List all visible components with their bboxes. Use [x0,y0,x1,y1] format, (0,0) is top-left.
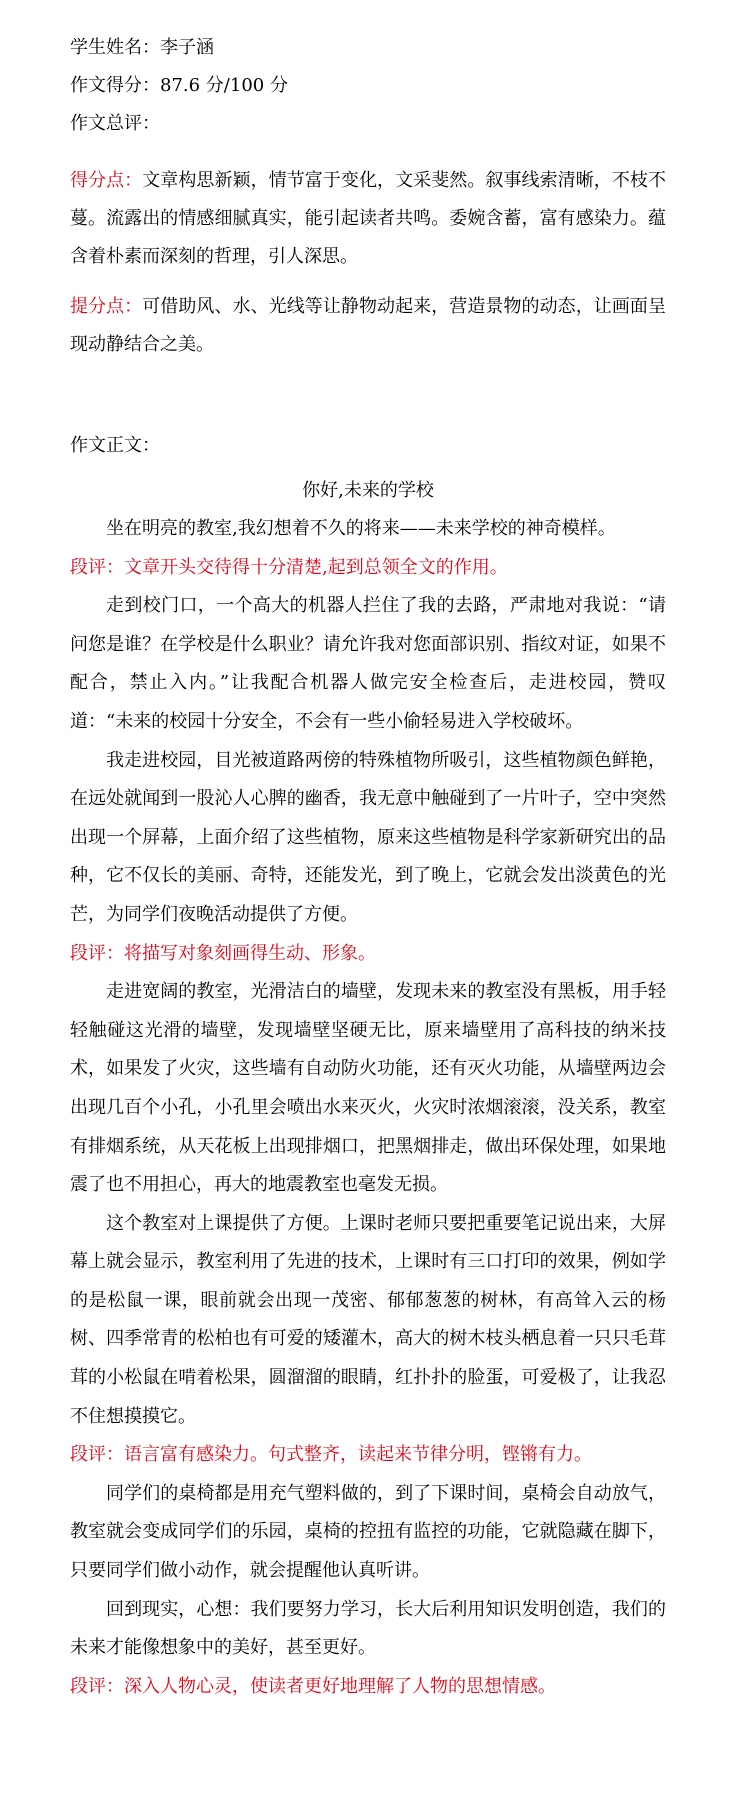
paragraph-review [70,1436,666,1475]
essay-paragraph: 我走进校园，目光被道路两傍的特殊植物所吸引，这些植物颜色鲜艳，在远处就闻到一股沁人心脾的幽香，我无意中触碰到了一片叶子，空中突然出现一个屏幕，上面介绍了这些植物，原来这些植物是科学家新研究出的品种，它不仅长的美丽、奇特，还能发光，到了晚上，它就会发出淡黄色的光芒，为同学们夜晚活动提供了方便。 [70,749,666,925]
paragraph-review-text: 深入人物心灵，使读者更好地理解了人物的思想情感。 [124,1675,556,1697]
paragraph-review [70,935,666,974]
essay-paragraph: 这个教室对上课提供了方便。上课时老师只要把重要笔记说出来，大屏幕上就会显示，教室利用了先进的技术，上课时有三口打印的效果，例如学的是松鼠一课，眼前就会出现一茂密、郁郁葱葱的树林，有高耸入云的杨树、四季常青的松柏也有可爱的矮灌木，高大的树木枝头栖息着一只只毛茸茸的小松鼠在啃着松果，圆溜溜的眼睛，红扑扑的脸蛋，可爱极了，让我忍不住想摸摸它。 [70,1212,666,1427]
paragraph-review-text: 文章开头交待得十分清楚,起到总领全文的作用。 [124,556,508,578]
score-label: 作文得分： [70,75,160,96]
essay-title: 你好,未来的学校 [302,480,434,501]
essay-paragraph: 坐在明亮的教室,我幻想着不久的将来——未来学校的神奇模样。 [106,518,616,539]
student-name-line [70,36,666,60]
paragraph-review-label: 段评： [70,1675,124,1697]
strengths-text: 文章构思新颖，情节富于变化，文采斐然。叙事线索清晰，不枝不蔓。流露出的情感细腻真实，能引起读者共鸣。委婉含蓄，富有感染力。蕴含着朴素而深刻的哲理，引人深思。 [70,170,666,267]
score-line [70,74,666,98]
student-name-value: 李子涵 [160,37,214,58]
body-heading: 作文正文： [70,435,160,456]
paragraph-review-label: 段评： [70,556,124,578]
essay-paragraph: 回到现实，心想：我们要努力学习，长大后利用知识发明创造，我们的未来才能像想象中的美好，甚至更好。 [70,1598,666,1659]
essay-paragraph: 走进宽阔的教室，光滑洁白的墙壁，发现未来的教室没有黑板，用手轻轻触碰这光滑的墙壁，发现墙壁坚硬无比，原来墙壁用了高科技的纳米技术，如果发了火灾，这些墙有自动防火功能，还有灭火功能，从墙壁两边会出现几百个小孔，小孔里会喷出水来灭火，火灾时浓烟滚滚，没关系，教室有排烟系统，从天花板上出现排烟口，把黑烟排走，做出环保处理，如果地震了也不用担心，再大的地震教室也毫发无损。 [70,981,666,1196]
summary-heading: 作文总评： [70,113,160,134]
essay-body [70,510,666,1706]
essay-paragraph: 走到校门口，一个高大的机器人拦住了我的去路，严肃地对我说：“请问您是谁？在学校是什么职业？请允许我对您面部识别、指纹对证，如果不配合，禁止入内。”让我配合机器人做完安全检查后，走进校园，赞叹道：“未来的校园十分安全，不会有一些小偷轻易进入学校破坏。 [70,595,666,732]
improvements-block [70,288,666,364]
paragraph-review-label: 段评： [70,942,124,964]
paragraph-review [70,1668,666,1707]
paragraph-review-text: 将描写对象刻画得生动、形象。 [124,942,376,964]
paragraph-review-label: 段评： [70,1444,124,1466]
paragraph-review [70,549,666,588]
improvements-label: 提分点： [70,296,143,317]
strengths-label: 得分点： [70,170,143,191]
strengths-block [70,162,666,276]
paragraph-review-text: 语言富有感染力。句式整齐，读起来节律分明，铿锵有力。 [124,1444,592,1466]
essay-paragraph: 同学们的桌椅都是用充气塑料做的，到了下课时间，桌椅会自动放气，教室就会变成同学们的乐园，桌椅的控扭有监控的功能，它就隐藏在脚下，只要同学们做小动作，就会提醒他认真听讲。 [70,1482,666,1582]
improvements-text: 可借助风、水、光线等让静物动起来，营造景物的动态，让画面呈现动静结合之美。 [70,296,666,355]
student-name-label: 学生姓名： [70,37,160,58]
score-value: 87.6 分/100 分 [160,75,288,96]
